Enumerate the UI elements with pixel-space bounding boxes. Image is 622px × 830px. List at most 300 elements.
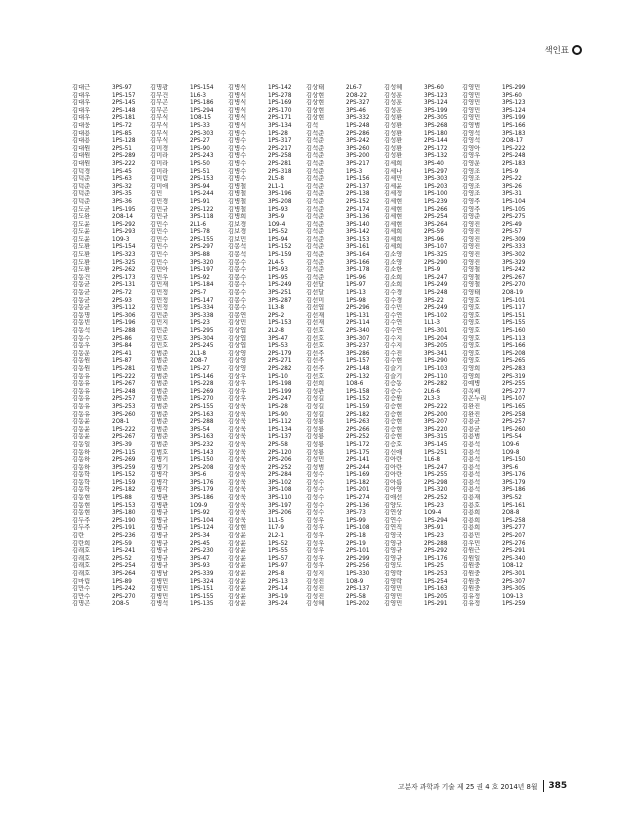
- paper-code: 1PS-255: [424, 471, 448, 479]
- paper-code: 1PS-124: [190, 524, 214, 532]
- index-row: [72, 228, 542, 236]
- index-row: [72, 570, 542, 578]
- author-name: 김용석: [462, 456, 481, 464]
- author-name: 김성룡: [306, 433, 325, 441]
- author-name: 김민수: [150, 235, 169, 243]
- author-name: 김영규: [384, 547, 403, 555]
- paper-code: 1PS-98: [346, 296, 366, 304]
- author-name: 김민준: [150, 311, 169, 319]
- author-name: 김병식: [228, 114, 247, 122]
- author-name: 김원중: [462, 577, 481, 585]
- author-name: 김유정: [462, 600, 481, 608]
- index-row: [72, 175, 542, 183]
- author-name: 김도윤: [72, 220, 91, 228]
- author-name: 김연수: [384, 516, 403, 524]
- paper-code: 1PS-204: [424, 334, 448, 342]
- author-name: 김상욱: [228, 509, 247, 517]
- paper-code: 2PS-301: [502, 570, 526, 577]
- author-name: 김상욱: [228, 402, 247, 410]
- paper-code: 3PS-140: [346, 220, 370, 228]
- paper-code: 2PS-236: [112, 532, 136, 540]
- paper-code: 2PS-281: [268, 159, 292, 167]
- paper-code: 2PS-288: [424, 539, 448, 547]
- index-row: [72, 99, 542, 107]
- paper-code: 2PS-191: [112, 524, 136, 532]
- index-row: [72, 395, 542, 403]
- author-name: 김슬기: [384, 372, 403, 380]
- paper-code: 2PS-340: [346, 327, 370, 334]
- paper-code: 3PS-24: [268, 600, 288, 608]
- index-row: [72, 418, 542, 426]
- paper-code: 1PS-161: [502, 501, 526, 509]
- paper-code: 1PS-151: [502, 311, 526, 319]
- author-name: 김동학: [72, 486, 91, 494]
- paper-code: 2PS-172: [424, 144, 448, 152]
- paper-code: 2PS-120: [268, 448, 292, 456]
- index-row: [72, 304, 542, 312]
- paper-code: 3PS-88: [190, 251, 210, 259]
- paper-code: 2PS-51: [112, 144, 132, 152]
- paper-code: 1PS-269: [190, 387, 214, 395]
- author-name: 김영호: [462, 342, 481, 350]
- author-name: 김민수: [150, 243, 169, 251]
- author-name: 김선주: [306, 357, 325, 365]
- paper-code: 1O9-13: [502, 592, 523, 600]
- index-row: [72, 479, 542, 487]
- author-name: 김세현: [384, 220, 403, 228]
- author-name: 김병규: [150, 547, 169, 555]
- index-row: [72, 251, 542, 259]
- author-name: 김수경: [384, 289, 403, 297]
- paper-code: 1O8-6: [346, 380, 364, 388]
- author-name: 김영석: [462, 137, 481, 145]
- paper-code: 1PS-184: [190, 281, 214, 289]
- author-name: 김래호: [72, 570, 91, 577]
- author-name: 김범준: [150, 380, 169, 388]
- paper-code: 1PS-241: [112, 547, 136, 555]
- author-name: 김대원: [72, 144, 91, 152]
- paper-code: 1PS-222: [502, 144, 526, 152]
- paper-code: 2PS-8: [268, 570, 285, 577]
- author-name: 김세윤: [384, 182, 403, 190]
- author-name: 김용석: [462, 471, 481, 479]
- author-name: 김동유: [72, 372, 91, 380]
- paper-code: 2PS-137: [346, 182, 370, 190]
- paper-code: 1O8-15: [190, 114, 211, 122]
- paper-code: 3PS-123: [424, 91, 448, 99]
- paper-code: 1PS-23: [424, 501, 444, 509]
- author-name: 김상욱: [228, 456, 247, 464]
- author-name: 김병관: [150, 494, 169, 502]
- index-row: [72, 547, 542, 555]
- author-name: 김선달: [306, 289, 325, 297]
- author-name: 김성우: [306, 524, 325, 532]
- author-name: 김상윤: [228, 554, 247, 562]
- index-row: [72, 562, 542, 570]
- author-name: 김석준: [306, 258, 325, 266]
- paper-code: 1PS-112: [268, 418, 292, 426]
- author-name: 김상영: [228, 357, 247, 365]
- paper-code: 3PS-32: [112, 182, 132, 190]
- paper-code: 2O8-19: [502, 289, 523, 297]
- paper-code: 1PS-176: [424, 554, 448, 562]
- paper-code: 1O8-12: [502, 562, 523, 570]
- paper-code: 2L1-8: [190, 349, 207, 357]
- author-name: 김동건: [72, 273, 91, 281]
- paper-code: 2PS-93: [112, 296, 132, 304]
- author-name: 김용석: [462, 478, 481, 486]
- paper-code: 2PS-252: [268, 463, 292, 471]
- index-row: [72, 137, 542, 145]
- paper-code: 2L5-8: [268, 175, 285, 183]
- paper-code: 1PS-247: [424, 463, 448, 471]
- paper-code: 1PS-166: [502, 121, 526, 129]
- paper-code: 1PS-154: [190, 84, 214, 91]
- paper-code: 1PS-239: [424, 197, 448, 205]
- author-name: 김동석: [72, 327, 91, 334]
- paper-code: 2L2-8: [268, 327, 285, 334]
- paper-code: 3PS-102: [268, 478, 292, 486]
- author-name: 김상욱: [228, 501, 247, 509]
- author-name: 김영민: [462, 91, 481, 99]
- paper-code: 1L6-3: [190, 91, 207, 99]
- author-name: 김민수: [150, 228, 169, 236]
- paper-code: 1PS-158: [346, 387, 370, 395]
- paper-code: 1PS-263: [346, 418, 370, 426]
- index-row: [72, 502, 542, 510]
- index-row: [72, 411, 542, 419]
- author-name: 김동윤: [72, 433, 91, 441]
- paper-code: 1PS-85: [112, 129, 132, 137]
- author-name: 김동유: [72, 395, 91, 403]
- author-name: 김석준: [306, 159, 325, 167]
- paper-code: 2L6-7: [346, 84, 363, 91]
- author-name: 김봉수: [228, 266, 247, 274]
- paper-code: 2PS-284: [268, 471, 292, 479]
- author-name: 김무건: [150, 91, 169, 99]
- paper-code: 3PS-183: [502, 129, 526, 137]
- author-name: 김대우: [72, 114, 91, 122]
- author-name: 김영진: [462, 220, 481, 228]
- paper-code: 1PS-33: [190, 121, 210, 129]
- paper-code: 2PS-208: [190, 463, 214, 471]
- author-name: 김용재: [462, 494, 481, 502]
- paper-code: 1PS-102: [424, 311, 448, 319]
- paper-code: 3PS-205: [424, 342, 448, 350]
- author-name: 김민수: [150, 258, 169, 266]
- paper-code: 2PS-270: [112, 592, 136, 600]
- author-name: 김석준: [306, 152, 325, 160]
- paper-code: 2PS-58: [268, 440, 288, 448]
- paper-code: 3PS-163: [190, 433, 214, 441]
- author-name: 김아란: [384, 471, 403, 479]
- author-name: 김소한: [384, 266, 403, 274]
- author-name: 김용희: [462, 516, 481, 524]
- author-name: 김민: [150, 190, 163, 198]
- paper-code: 3PS-123: [502, 99, 526, 107]
- author-name: 김병수: [228, 167, 247, 175]
- index-row: [72, 145, 542, 153]
- index-row: [72, 365, 542, 373]
- author-name: 김성진: [306, 592, 325, 600]
- paper-code: 2PS-290: [424, 258, 448, 266]
- paper-code: 1PS-88: [112, 494, 132, 502]
- author-name: 김승현: [384, 418, 403, 426]
- paper-code: 1PS-156: [346, 175, 370, 183]
- author-name: 김석준: [306, 266, 325, 274]
- paper-code: 2PS-101: [346, 547, 370, 555]
- author-name: 김석준: [306, 129, 325, 137]
- author-name: 김선주: [306, 349, 325, 357]
- author-name: 김상우: [228, 395, 247, 403]
- author-name: 김병각: [150, 478, 169, 486]
- author-name: 김동원: [72, 357, 91, 365]
- paper-code: 1PS-306: [112, 311, 136, 319]
- author-name: 김상엽: [228, 342, 247, 350]
- paper-code: 2PS-282: [424, 380, 448, 388]
- paper-code: 1PS-182: [346, 478, 370, 486]
- paper-code: 2PS-271: [268, 357, 292, 365]
- paper-code: 2PS-27: [190, 137, 210, 145]
- paper-code: 3PS-22: [424, 296, 444, 304]
- paper-code: 3PS-237: [346, 342, 370, 350]
- index-row: [72, 319, 542, 327]
- author-name: 김범준: [150, 425, 169, 433]
- author-name: 김미라: [150, 152, 169, 160]
- author-name: 김봉수: [228, 289, 247, 297]
- author-name: 김덕경: [72, 167, 91, 175]
- author-name: 김상욱: [228, 433, 247, 441]
- index-row: [72, 350, 542, 358]
- paper-code: 2PS-137: [346, 585, 370, 593]
- author-name: 김영진: [462, 243, 481, 251]
- author-name: 김상우: [228, 380, 247, 388]
- paper-code: 3PS-268: [424, 121, 448, 129]
- index-row: [72, 426, 542, 434]
- author-name: 김성환: [384, 137, 403, 145]
- paper-code: 3PS-73: [346, 509, 366, 517]
- paper-code: 1PS-294: [424, 516, 448, 524]
- paper-code: 1PS-108: [346, 524, 370, 532]
- paper-code: 1PS-23: [424, 532, 444, 540]
- author-name: 김범준: [150, 372, 169, 380]
- author-name: 김병수: [228, 152, 247, 160]
- index-row: [72, 266, 542, 274]
- author-name: 김병식: [228, 91, 247, 99]
- paper-code: 3PS-31: [502, 190, 522, 198]
- paper-code: 1PS-248: [424, 289, 448, 297]
- author-name: 김상윤: [228, 577, 247, 585]
- author-name: 김영조: [462, 182, 481, 190]
- paper-code: 1PS-28: [268, 129, 288, 137]
- author-name: 김민재: [150, 281, 169, 289]
- paper-code: 3PS-305: [502, 585, 526, 593]
- author-name: 김옥배: [462, 387, 481, 395]
- paper-code: 2PS-247: [268, 395, 292, 403]
- author-name: 김대우: [72, 99, 91, 107]
- author-name: 김애선: [384, 494, 403, 502]
- paper-code: 1PS-248: [346, 121, 370, 129]
- paper-code: 1PS-155: [502, 319, 526, 327]
- author-name: 김마림: [72, 577, 91, 585]
- author-name: 김원근: [462, 547, 481, 555]
- author-name: 김상욱: [228, 486, 247, 494]
- author-name: 김영호: [462, 319, 481, 327]
- paper-code: 2PS-288: [190, 418, 214, 426]
- author-name: 김용균: [462, 418, 481, 426]
- index-row: [72, 555, 542, 563]
- paper-code: 1PS-27: [190, 364, 210, 372]
- index-row: [72, 578, 542, 586]
- paper-code: 1PS-147: [190, 296, 214, 304]
- paper-code: 1PS-197: [190, 266, 214, 274]
- paper-code: 2PS-248: [502, 152, 526, 160]
- author-name: 김민수: [150, 220, 169, 228]
- paper-code: 1PS-325: [424, 251, 448, 259]
- paper-code: 3PS-6: [190, 471, 207, 479]
- author-name: 김상태: [306, 84, 325, 91]
- author-name: 김병수: [228, 159, 247, 167]
- author-name: 김영민: [462, 114, 481, 122]
- author-name: 김동균: [72, 304, 91, 312]
- author-name: 김병민: [150, 585, 169, 593]
- paper-code: 3PS-197: [268, 501, 292, 509]
- author-name: 김선재: [306, 311, 325, 319]
- paper-code: 3PS-260: [346, 144, 370, 152]
- paper-code: 3PS-260: [112, 410, 136, 418]
- author-name: 김상욱: [228, 494, 247, 502]
- paper-code: 2PS-200: [424, 410, 448, 418]
- author-name: 김영범: [462, 121, 481, 129]
- author-name: 김연상: [384, 509, 403, 517]
- paper-code: 1PS-9: [424, 266, 441, 274]
- author-name: 김봉연: [228, 311, 247, 319]
- paper-code: 3PS-60: [424, 84, 444, 91]
- author-name: 김수경: [384, 296, 403, 304]
- author-name: 김석준: [306, 137, 325, 145]
- author-name: 김상영: [228, 364, 247, 372]
- paper-code: 1PS-288: [112, 327, 136, 334]
- paper-code: 2PS-18: [346, 532, 366, 540]
- author-name: 김영철: [462, 266, 481, 274]
- paper-code: 2PS-183: [502, 159, 526, 167]
- paper-code: 1L1-3: [424, 319, 441, 327]
- paper-code: 1PS-143: [190, 448, 214, 456]
- author-name: 김영준: [462, 213, 481, 221]
- paper-code: 1PS-54: [502, 433, 522, 441]
- paper-code: 3PS-196: [268, 190, 292, 198]
- paper-code: 1PS-266: [424, 205, 448, 213]
- author-name: 김영태: [462, 289, 481, 297]
- index-row: [72, 532, 542, 540]
- author-name: 김범준: [150, 349, 169, 357]
- index-row: [72, 464, 542, 472]
- paper-code: 3PS-96: [424, 235, 444, 243]
- paper-code: 1PS-259: [502, 600, 526, 608]
- paper-code: 2PS-254: [424, 213, 448, 221]
- author-name: 김성룡: [306, 440, 325, 448]
- section-circle-icon: [572, 45, 582, 55]
- author-name: 김란: [72, 532, 85, 540]
- paper-code: 1PS-203: [424, 182, 448, 190]
- author-name: 김석준: [306, 167, 325, 175]
- paper-code: 2PS-291: [502, 547, 526, 555]
- paper-code: 1PS-242: [112, 585, 136, 593]
- paper-code: 2PS-181: [112, 114, 136, 122]
- author-index-table: [72, 84, 542, 608]
- paper-code: 2PS-254: [112, 562, 136, 570]
- paper-code: 1PS-222: [112, 425, 136, 433]
- paper-code: 1PS-28: [268, 402, 288, 410]
- paper-code: 2L2-1: [268, 532, 285, 540]
- author-name: 김상우: [228, 372, 247, 380]
- author-name: 김병규: [150, 539, 169, 547]
- paper-code: 1PS-270: [190, 395, 214, 403]
- paper-code: 3PS-93: [190, 562, 210, 570]
- index-row: [72, 259, 542, 267]
- paper-code: 3PS-132: [424, 152, 448, 160]
- author-name: 김석준: [306, 205, 325, 213]
- paper-code: 2L1-1: [268, 182, 285, 190]
- paper-code: 1L1-5: [268, 516, 285, 524]
- author-name: 김범준: [150, 440, 169, 448]
- paper-code: 1PS-90: [190, 144, 210, 152]
- author-name: 김병희: [228, 213, 247, 221]
- index-row: [72, 190, 542, 198]
- author-name: 김동빈: [72, 319, 91, 327]
- paper-code: 3PS-186: [502, 486, 526, 494]
- author-name: 김상윤: [228, 600, 247, 608]
- paper-code: 3PS-217: [346, 159, 370, 167]
- paper-code: 2PS-257: [502, 418, 526, 426]
- author-name: 김상윤: [228, 592, 247, 600]
- paper-code: 1PS-267: [112, 380, 136, 388]
- author-name: 김보경: [228, 228, 247, 236]
- author-name: 김범준: [150, 410, 169, 418]
- paper-code: 2PS-206: [268, 456, 292, 464]
- paper-code: 3PS-40: [424, 159, 444, 167]
- paper-code: 2PS-296: [346, 304, 370, 312]
- author-name: 김세민: [384, 175, 403, 183]
- paper-code: 1PS-249: [424, 281, 448, 289]
- author-name: 김수민: [384, 304, 403, 312]
- paper-code: 3PS-108: [268, 486, 292, 494]
- paper-code: 1PS-107: [502, 395, 526, 403]
- author-name: 김성수: [306, 486, 325, 494]
- author-name: 김선호: [306, 372, 325, 380]
- paper-code: 2PS-267: [502, 273, 526, 281]
- author-name: 김덕준: [72, 197, 91, 205]
- author-name: 김영락: [384, 577, 403, 585]
- index-row: [72, 84, 542, 92]
- author-name: 김세현: [384, 213, 403, 221]
- author-name: 김도균: [72, 205, 91, 213]
- paper-code: 1PS-154: [112, 243, 136, 251]
- paper-code: 3PS-259: [112, 463, 136, 471]
- index-row: [72, 441, 542, 449]
- author-name: 김성우: [306, 547, 325, 555]
- author-name: 김병규: [150, 532, 169, 540]
- author-name: 김용민: [462, 532, 481, 540]
- paper-code: 1PS-155: [190, 592, 214, 600]
- author-name: 김상욱: [228, 463, 247, 471]
- author-name: 김명곤: [72, 600, 91, 608]
- paper-code: 2PS-217: [268, 144, 292, 152]
- author-name: 김명광: [150, 84, 169, 91]
- paper-code: 1PS-199: [268, 387, 292, 395]
- paper-code: 2L4-5: [268, 258, 285, 266]
- author-name: 김세희: [384, 159, 403, 167]
